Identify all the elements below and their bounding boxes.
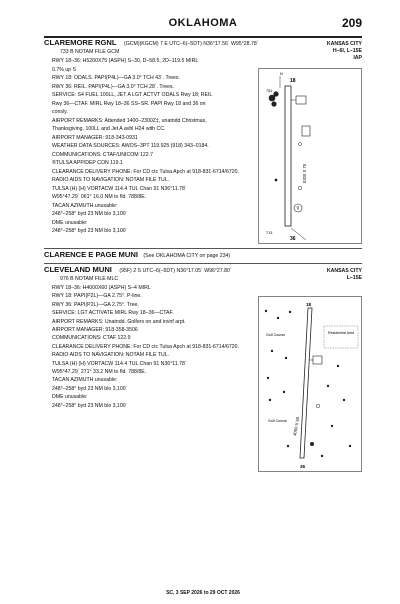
wind-cone-icon (298, 186, 302, 190)
tree-symbol (331, 425, 333, 427)
tree-symbol (283, 391, 285, 393)
tree-symbol (271, 101, 276, 106)
elev-bottom: 713 (266, 231, 273, 235)
chart-labels: H–6I, L–15E (332, 48, 362, 54)
apron (313, 356, 322, 364)
info-line: RWY 18–36: H5200X75 (ASPH) S–30, D–58.5, 2D–119.5 MIRL (52, 58, 199, 64)
rwy-bottom-label: 36 (290, 236, 296, 242)
page-muni-line (44, 252, 230, 260)
info-line: AIRPORT REMARKS: Unatndd. Golfers on and invof arpt. (52, 318, 186, 325)
chart-labels: L–15E (346, 275, 362, 281)
tree-symbol (337, 365, 339, 367)
info-line: AIRPORT REMARKS: Attended 1400–2300Z‡, unatndd Christmas, (52, 117, 207, 124)
info-line: RWY 18: PAPI(P2L)—GA 2.75°. P-line. (52, 293, 142, 300)
residential-area-label: Residential Area (328, 331, 355, 335)
cleveland-elev-line: 976 B NOTAM FILE MLC (60, 276, 119, 282)
north-arrow: N (280, 71, 283, 76)
info-line: 248°–258° byd 23 NM blo 3,100´ (52, 228, 128, 234)
info-line: W95°47.29´ 271° 33.2 NM to fld. 788/8E. (52, 369, 147, 375)
info-line: DME unusable: (52, 394, 88, 401)
state-title: OKLAHOMA (168, 17, 238, 29)
tree-symbol (269, 399, 271, 401)
airport-name: CLARENCE E PAGE MUNI (44, 250, 138, 259)
tree-symbol (289, 311, 291, 313)
tree-symbol (265, 310, 267, 312)
cleveland-airport-diagram (258, 296, 362, 472)
wind-cone-icon (316, 404, 320, 408)
info-line: 0.7% up S (52, 66, 76, 73)
tree-symbol (343, 399, 345, 401)
page-ref: (See OKLAHOMA CITY on page 234) (143, 253, 231, 259)
info-line: RADIO AIDS TO NAVIGATION: NOTAM FILE TUL. (52, 352, 170, 359)
hangar (302, 126, 310, 136)
info-line: Thanksgiving. 100LL and Jet A avbl H24 with CC. (52, 126, 166, 132)
tree-symbol (277, 317, 279, 319)
elev-top: 751 (266, 89, 273, 93)
cleveland-region-block (327, 268, 362, 282)
info-line: AIRPORT MANAGER: 918-358-3506 (52, 327, 138, 333)
claremore-airport-diagram (258, 68, 362, 244)
claremore-title-line (44, 40, 258, 48)
apron (296, 96, 306, 104)
info-line: COMMUNICATIONS: CTAF/UNICOM 122.7 (52, 151, 153, 158)
obstruction-icon (275, 179, 278, 182)
vortac-symbol: ∇ (296, 205, 300, 211)
tree-symbol (285, 357, 287, 359)
info-line: SERVICE: LGT ACTIVATE MIRL Rwy 18–36—CTAF. (52, 310, 174, 317)
airport-id-line: (95F) 2 S UTC–6(–5DT) N36°17.05´ W96°27.80´ (119, 268, 232, 274)
airport-name: CLAREMORE RGNL (44, 38, 117, 47)
info-line: AIRPORT MANAGER: 918-343-0931 (52, 134, 138, 141)
tree-symbol (271, 350, 273, 352)
golf-course-label: Golf Course (266, 333, 286, 337)
info-line: CLEARANCE DELIVERY PHONE: For CD ctc Tulsa Apch at 918-831-6714/6720. (52, 168, 239, 175)
info-line: RWY 36: PAPI(P2L)—GA 2.75°. Tree. (52, 301, 139, 308)
iap-label: IAP (353, 55, 362, 61)
info-line: WEATHER DATA SOURCES: AWOS–3PT 119.925 (918) 343–0184. (52, 143, 209, 149)
info-line: 248°–258° byd 23 NM blo 3,100´ (52, 385, 128, 392)
info-line: TACAN AZIMUTH unusable: (52, 202, 118, 209)
info-line: RADIO AIDS TO NAVIGATION: NOTAM FILE TUL. (52, 177, 170, 183)
info-line: TULSA (H) (H) VORTACW 114.4 TUL Chan 91 N36°11.78´ (52, 185, 187, 192)
info-line: Rwy 36—CTAF. MIRL Rwy 18–36 SS–SR. PAPI Rwy 18 and 36 on (52, 100, 206, 107)
page-number: 209 (341, 16, 362, 30)
info-line: 248°–258° byd 23 NM blo 3,100´ (52, 211, 128, 217)
section-rule (44, 248, 362, 249)
info-line: SERVICE: S4 FUEL 100LL, JET A LGT ACTVT ODALS Rwy 18; REIL (52, 92, 213, 98)
tree-symbol (321, 455, 323, 457)
info-line: CLEARANCE DELIVERY PHONE: For CD ctc Tulsa Apch at 918-831-6714/6720. (52, 343, 239, 350)
tree-symbol (349, 445, 351, 447)
info-line: W95°47.29´ 061° 16.0 NM to fld. 788/8E. (52, 194, 147, 200)
info-line: 248°–258° byd 23 NM blo 3,100´ (52, 402, 128, 409)
info-line: RWY 18: ODALS. PAPI(P4L)—GA 3.0° TCH 43´. Trees. (52, 75, 180, 81)
runway-dimensions: 4000 X 60 (292, 416, 301, 437)
airport-id-line: (GCM)(KGCM) 7 E UTC–6(–5DT) N36°17.56´ W95°28.78´ (124, 41, 259, 47)
info-line: DME unusable: (52, 219, 88, 226)
section-rule (44, 263, 362, 264)
residential-area-outline (324, 326, 358, 348)
page-footer: SC, 3 SEP 2026 to 29 OCT 2026 (166, 590, 240, 596)
info-line: TULSA (H) (H) VORTACW 114.4 TUL Chan 91 N36°11.78´ (52, 360, 187, 367)
info-line: RWY 18–36: H4000X60 (ASPH) S–4 MIRL (52, 285, 151, 291)
runway-18-36 (300, 308, 312, 458)
runway-18-36 (285, 86, 291, 226)
golf-course-label: Golf Course (268, 419, 288, 423)
info-line: consly. (52, 109, 68, 115)
claremore-elev-line: 733 B NOTAM FILE GCM (60, 49, 120, 55)
info-line: ®TULSA APP/DEP CON 119.1 (52, 160, 123, 166)
cleveland-title-line (44, 267, 232, 275)
rwy-top-label: 18 (290, 78, 296, 84)
runway-dimensions: 5200 X 75 (302, 163, 307, 183)
obstruction-icon (310, 442, 314, 446)
tree-symbol (273, 91, 278, 96)
info-line: RWY 36: REIL. PAPI(P4L)—GA 3.0° TCH 28´. Trees. (52, 83, 174, 90)
airport-name: CLEVELAND MUNI (44, 265, 112, 274)
beacon-icon (299, 143, 302, 146)
tree-symbol (267, 377, 269, 379)
region-label: KANSAS CITY (326, 268, 362, 274)
region-label: KANSAS CITY (326, 41, 362, 47)
claremore-region-block (327, 41, 362, 62)
info-line: COMMUNICATIONS: CTAF 122.9 (52, 335, 131, 342)
rwy-bottom-label: 36 (300, 464, 306, 469)
page-header (44, 14, 362, 36)
rwy-top-label: 18 (306, 302, 312, 307)
info-line: TACAN AZIMUTH unusable: (52, 377, 118, 384)
tree-symbol (287, 445, 289, 447)
tree-symbol (327, 385, 329, 387)
